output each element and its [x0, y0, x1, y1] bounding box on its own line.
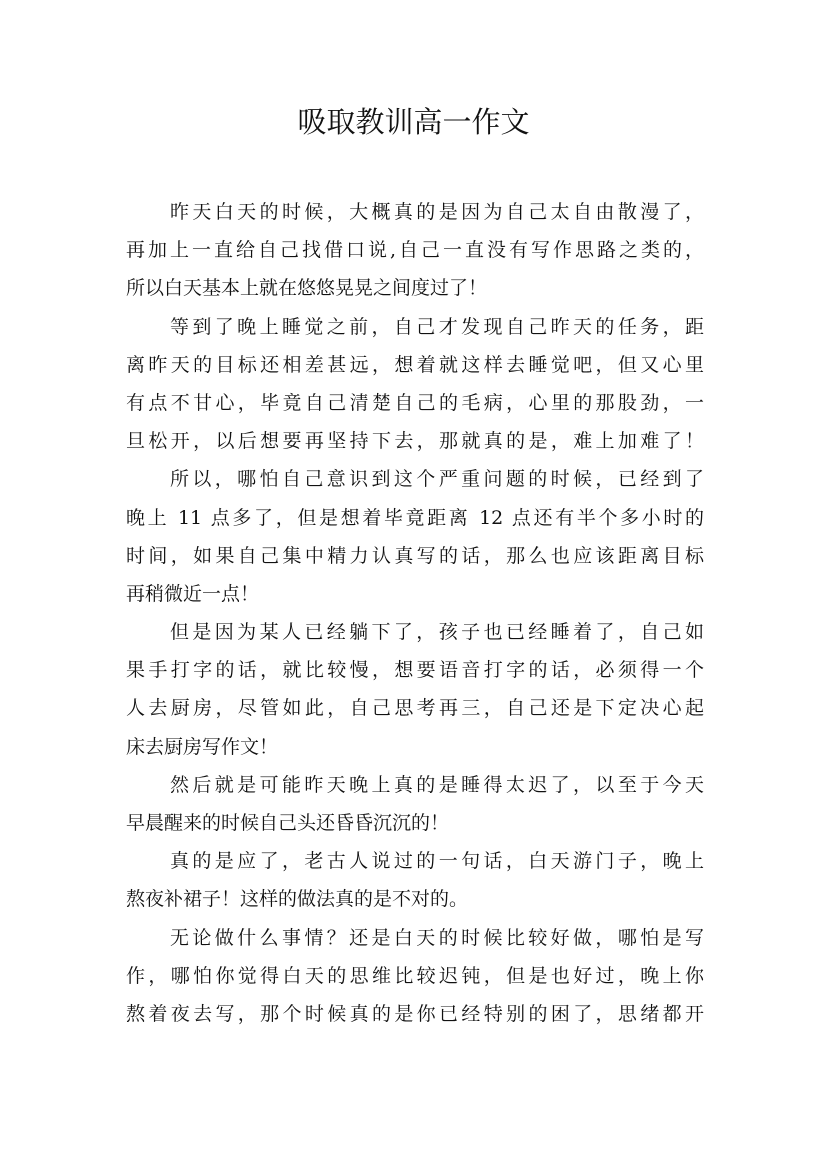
paragraph-line: 旦松开，以后想要再坚持下去，那就真的是，难上加难了！ — [126, 430, 704, 453]
paragraph-line: 晚上 11 点多了，但是想着毕竟距离 12 点还有半个多小时的 — [126, 506, 704, 529]
paragraph-line: 但是因为某人已经躺下了，孩子也已经睡着了，自己如 — [170, 621, 704, 644]
paragraph-line: 所以白天基本上就在悠悠晃晃之间度过了！ — [126, 277, 488, 300]
paragraph-line: 昨天白天的时候，大概真的是因为自己太自由散漫了， — [170, 201, 704, 223]
paragraph-line: 再稍微近一点！ — [126, 582, 260, 605]
paragraph-line: 床去厨房写作文！ — [126, 735, 279, 758]
paragraph-line: 再加上一直给自己找借口说,自己一直没有写作思路之类的， — [126, 239, 704, 262]
paragraph-line: 离昨天的目标还相差甚远，想着就这样去睡觉吧，但又心里 — [126, 353, 704, 376]
paragraph-line: 等到了晚上睡觉之前，自己才发现自己昨天的任务，距 — [170, 315, 704, 338]
paragraph-line: 作，哪怕你觉得白天的思维比较迟钝，但是也好过，晚上你 — [126, 964, 704, 987]
paragraph-line: 果手打字的话，就比较慢，想要语音打字的话，必须得一个 — [126, 659, 704, 682]
paragraph-line: 人去厨房，尽管如此，自己思考再三，自己还是下定决心起 — [126, 697, 704, 720]
paragraph-line: 真的是应了，老古人说过的一句话，白天游门子，晚上 — [170, 850, 704, 873]
paragraph-line: 有点不甘心，毕竟自己清楚自己的毛病，心里的那股劲，一 — [126, 391, 704, 414]
paragraph-line: 无论做什么事情？还是白天的时候比较好做，哪怕是写 — [170, 926, 704, 949]
paragraph-line: 熬着夜去写，那个时候真的是你已经特别的困了，思绪都开 — [126, 1002, 704, 1025]
paragraph-line: 早晨醒来的时候自己头还昏昏沉沉的！ — [126, 812, 450, 834]
paragraph-line: 然后就是可能昨天晚上真的是睡得太迟了，以至于今天 — [170, 773, 704, 796]
paragraph-line: 时间，如果自己集中精力认真写的话，那么也应该距离目标 — [126, 544, 704, 567]
paragraph-line: 熬夜补裙子！这样的做法真的是不对的。 — [126, 888, 469, 911]
paragraph-line: 所以，哪怕自己意识到这个严重问题的时候，已经到了 — [170, 468, 704, 491]
document-title: 吸取教训高一作文 — [297, 105, 530, 139]
document-body — [126, 193, 704, 1033]
